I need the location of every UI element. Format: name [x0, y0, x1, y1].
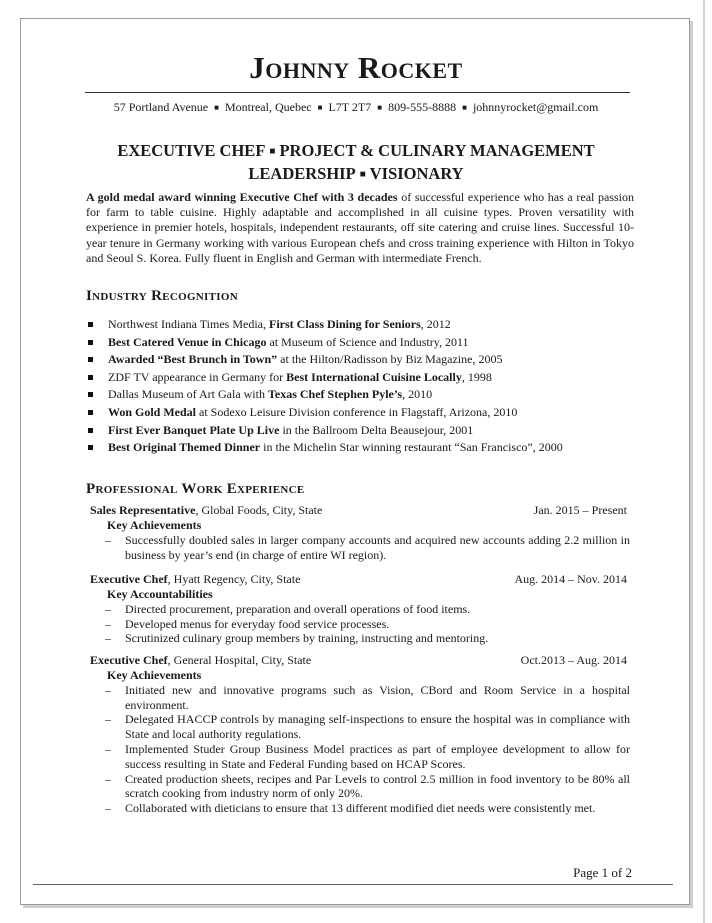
page-number: Page 1 of 2 — [573, 865, 632, 880]
contact-city: Montreal, Quebec — [224, 100, 312, 114]
recognition-list — [88, 316, 648, 457]
job-bullets — [90, 683, 630, 816]
recognition-item — [88, 422, 648, 440]
square-bullet-icon — [88, 322, 93, 327]
recognition-text: , 2012 — [420, 317, 451, 331]
dash-bullet-icon: – — [105, 712, 111, 727]
job-organization: , Global Foods, City, State — [195, 503, 323, 517]
recognition-item — [88, 386, 648, 404]
job-bullet-text: Created production sheets, recipes and Par Levels to control 2.5 million in food inventory to be 80% all scratch cooking from industry norm of only 20%. — [125, 771, 630, 801]
job-header — [90, 572, 630, 587]
square-bullet-icon — [88, 375, 93, 380]
headline-title: VISIONARY — [369, 164, 464, 183]
recognition-item — [88, 316, 648, 334]
job-bullet — [90, 631, 630, 646]
job-bullet-text: Collaborated with dieticians to ensure that 13 different modified diet needs were consistently met. — [125, 801, 596, 816]
square-bullet-icon — [88, 428, 93, 433]
recognition-highlight: Won Gold Medal — [108, 404, 197, 419]
job-dates: Oct.2013 – Aug. 2014 — [520, 653, 627, 667]
name-divider — [85, 92, 630, 93]
contact-postal: L7T 2T7 — [328, 100, 372, 114]
job-bullet — [90, 742, 630, 772]
recognition-text: Dallas Museum of Art Gala with — [108, 387, 268, 402]
section-title-recognition: Industry Recognition — [86, 288, 238, 304]
contact-phone: 809-555-8888 — [388, 100, 457, 114]
square-bullet-icon — [88, 392, 93, 397]
recognition-item — [88, 351, 648, 369]
section-title-experience: Professional Work Experience — [86, 481, 305, 497]
job-subheading: Key Accountabilities — [107, 587, 213, 601]
summary-lead: A gold medal award winning Executive Chef with 3 decades — [86, 190, 398, 204]
recognition-item — [88, 369, 648, 387]
contact-separator: ■ — [214, 103, 219, 112]
recognition-text: at the Hilton/Radisson by Biz Magazine, 2005 — [277, 352, 503, 367]
job-role: Executive Chef — [90, 572, 168, 586]
recognition-highlight: Best International Cuisine Locally — [286, 369, 462, 384]
candidate-name: Johnny Rocket — [249, 50, 463, 85]
headline-title: PROJECT & CULINARY MANAGEMENT — [279, 141, 595, 160]
job-role: Executive Chef — [90, 653, 168, 667]
job-bullet — [90, 533, 630, 563]
dash-bullet-icon: – — [105, 801, 111, 816]
headline-separator: ■ — [269, 146, 276, 157]
square-bullet-icon — [88, 357, 93, 362]
headline-title: LEADERSHIP — [248, 164, 356, 183]
recognition-item — [88, 439, 648, 457]
job-organization: , Hyatt Regency, City, State — [167, 572, 301, 586]
job-bullet-text: Scrutinized culinary group members by training, instructing and mentoring. — [125, 631, 489, 646]
job-bullet — [90, 712, 630, 742]
job-subheading: Key Achievements — [107, 518, 202, 532]
contact-separator: ■ — [377, 103, 383, 112]
job-entry — [90, 572, 630, 646]
recognition-highlight: First Ever Banquet Plate Up Live — [108, 422, 280, 437]
job-entry — [90, 653, 630, 816]
recognition-highlight: First Class Dining for Seniors — [269, 317, 421, 331]
contact-separator: ■ — [462, 103, 467, 112]
job-bullet — [90, 683, 630, 713]
recognition-item — [88, 404, 648, 422]
job-dates: Aug. 2014 – Nov. 2014 — [514, 572, 627, 586]
recognition-text: in the Michelin Star winning restaurant “San Francisco”, 2000 — [260, 440, 563, 455]
headline-line-2 — [0, 164, 712, 187]
contact-address: 57 Portland Avenue — [113, 100, 209, 114]
recognition-highlight: Best Original Themed Dinner — [108, 440, 261, 455]
dash-bullet-icon: – — [105, 771, 111, 786]
job-bullet-text: Developed menus for everyday food service processes. — [125, 616, 390, 631]
dash-bullet-icon: – — [105, 741, 111, 756]
job-header — [90, 503, 630, 518]
recognition-highlight: Best Catered Venue in Chicago — [108, 334, 267, 349]
recognition-text: at Museum of Science and Industry, 2011 — [266, 334, 469, 349]
headline-line-1 — [0, 141, 712, 164]
recognition-text: ZDF TV appearance in Germany for — [108, 369, 287, 384]
dash-bullet-icon: – — [105, 601, 111, 616]
job-bullet-text: Successfully doubled sales in larger company accounts and acquired new accounts adding 2.2 million in business by year’s end (in charge of entire WI region). — [125, 532, 630, 562]
dash-bullet-icon: – — [105, 682, 111, 697]
job-bullet-text: Directed procurement, preparation and overall operations of food items. — [125, 601, 471, 616]
contact-email[interactable]: johnnyrocket@gmail.com — [472, 100, 599, 114]
square-bullet-icon — [88, 410, 93, 415]
job-bullet — [90, 772, 630, 802]
square-bullet-icon — [88, 340, 93, 345]
recognition-highlight: Awarded “Best Brunch in Town” — [108, 352, 278, 367]
dash-bullet-icon: – — [105, 616, 111, 631]
job-bullets — [90, 533, 630, 563]
job-entry — [90, 503, 630, 562]
job-bullet — [90, 602, 630, 617]
recognition-text: in the Ballroom Delta Beausejour, 2001 — [279, 422, 474, 437]
dash-bullet-icon: – — [105, 631, 111, 646]
job-bullet-text: Initiated new and innovative programs such as Vision, CBord and Room Service in a hospital environment. — [125, 682, 630, 712]
job-bullets — [90, 602, 630, 646]
job-bullet-text: Delegated HACCP controls by managing self-inspections to ensure the hospital was in compliance with State and local authority regulations. — [125, 712, 630, 742]
headline-title: EXECUTIVE CHEF — [117, 141, 266, 160]
job-dates: Jan. 2015 – Present — [533, 503, 627, 517]
contact-line — [0, 99, 712, 117]
job-header — [90, 653, 630, 668]
recognition-text: , 1998 — [461, 369, 492, 384]
job-bullet — [90, 617, 630, 632]
bottom-divider — [33, 884, 673, 885]
contact-separator: ■ — [317, 103, 323, 112]
scan-edge — [703, 0, 705, 923]
recognition-text: Northwest Indiana Times Media, — [108, 317, 269, 331]
professional-summary — [86, 190, 634, 266]
job-role: Sales Representative — [90, 503, 196, 517]
recognition-text: at Sodexo Leisure Division conference in Flagstaff, Arizona, 2010 — [196, 404, 518, 419]
job-organization: , General Hospital, City, State — [167, 653, 312, 667]
dash-bullet-icon: – — [105, 532, 111, 547]
recognition-text: , 2010 — [402, 387, 433, 402]
recognition-item — [88, 334, 648, 352]
square-bullet-icon — [88, 445, 93, 450]
recognition-highlight: Texas Chef Stephen Pyle’s — [267, 387, 403, 402]
job-subheading: Key Achievements — [107, 668, 202, 682]
headline — [0, 141, 712, 187]
job-bullet-text: Implemented Studer Group Business Model practices as part of employee development to allow for success resulting in State and Federal Funding based on HCAP Scores. — [125, 741, 630, 771]
headline-separator: ■ — [359, 169, 366, 180]
summary-text: of successful experience who has a real passion for farm to table cuisine. Highly adaptable and accomplished in all cuisine types. Proven versatility with experience in premier hotels, hospitals, independent restaurants, off site catering and cruise lines. Successful 10-year tenure in Germany working with various European chefs and cross training experience with Hilton in Tokyo and Seoul S. Korea. Fully fluent in English and German with intermediate French. — [86, 190, 634, 265]
job-bullet — [90, 801, 630, 816]
